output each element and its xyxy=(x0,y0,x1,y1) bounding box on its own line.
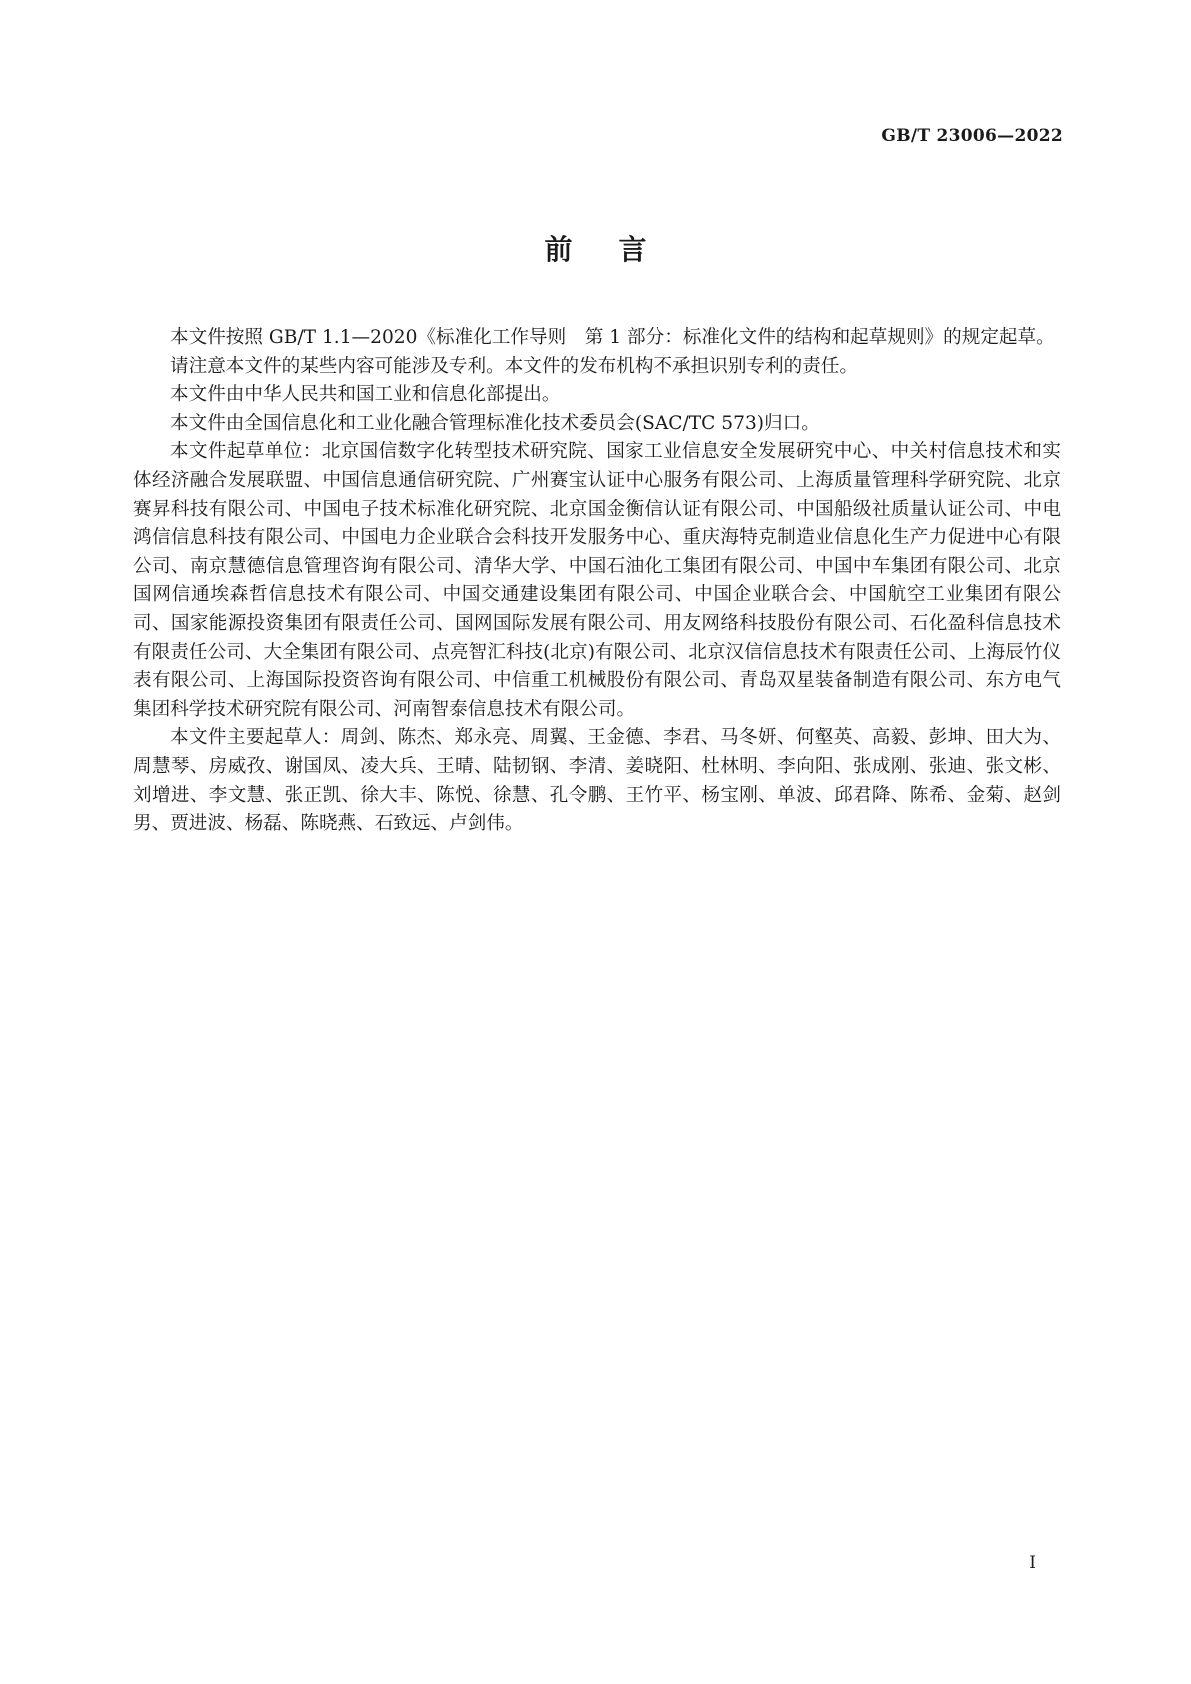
page-title: 前言 xyxy=(544,233,693,266)
paragraph-drafting-basis: 本文件按照 GB/T 1.1—2020《标准化工作导则 第 1 部分：标准化文件的结构和起草规则》的规定起草。 xyxy=(170,327,1055,348)
paragraph-drafting-units: 本文件起草单位：北京国信数字化转型技术研究院、国家工业信息安全发展研究中心、中关村信息技术和实体经济融合发展联盟、中国信息通信研究院、广州赛宝认证中心服务有限公司、上海质量管理科学研究院、北京赛昇科技有限公司、中国电子技术标准化研究院、北京国金衡信认证有限公司、中国船级社质量认证公司、中电鸿信信息科技有限公司、中国电力企业联合会科技开发服务中心、重庆海特克制造业信息化生产力促进中心有限公司、南京慧德信息管理咨询有限公司、清华大学、中国石油化工集团有限公司、中国中车集团有限公司、北京国网信通埃森哲信息技术有限公司、中国交通建设集团有限公司、中国企业联合会、中国航空工业集团有限公司、国家能源投资集团有限责任公司、国网国际发展有限公司、用友网络科技股份有限公司、石化盈科信息技术有限责任公司、大全集团有限公司、点亮智汇科技(北京)有限公司、北京汉信信息技术有限责任公司、上海辰竹仪表有限公司、上海国际投资咨询有限公司、中信重工机械股份有限公司、青岛双星装备制造有限公司、东方电气集团科学技术研究院有限公司、河南智泰信息技术有限公司。 xyxy=(133,441,1061,720)
paragraph-administration: 本文件由全国信息化和工业化融合管理标准化技术委员会(SAC/TC 573)归口。 xyxy=(170,412,820,434)
standard-number: GB/T 23006—2022 xyxy=(881,126,1063,146)
paragraph-patent-notice: 请注意本文件的某些内容可能涉及专利。本文件的发布机构不承担识别专利的责任。 xyxy=(170,355,858,377)
preface-body xyxy=(133,324,1061,839)
paragraph-proposer: 本文件由中华人民共和国工业和信息化部提出。 xyxy=(170,384,561,406)
paragraph-drafters: 本文件主要起草人：周剑、陈杰、郑永亮、周翼、王金德、李君、马冬妍、何壑英、高毅、彭坤、田大为、周慧琴、房威孜、谢国凤、凌大兵、王晴、陆韧钢、李清、姜晓阳、杜林明、李向阳、张成刚、张迪、张文彬、刘增进、李文慧、张正凯、徐大丰、陈悦、徐慧、孔令鹏、王竹平、杨宝刚、单波、邱君降、陈希、金菊、赵剑男、贾进波、杨磊、陈晓燕、石致远、卢剑伟。 xyxy=(133,727,1061,835)
page-number: I xyxy=(1029,1553,1036,1573)
